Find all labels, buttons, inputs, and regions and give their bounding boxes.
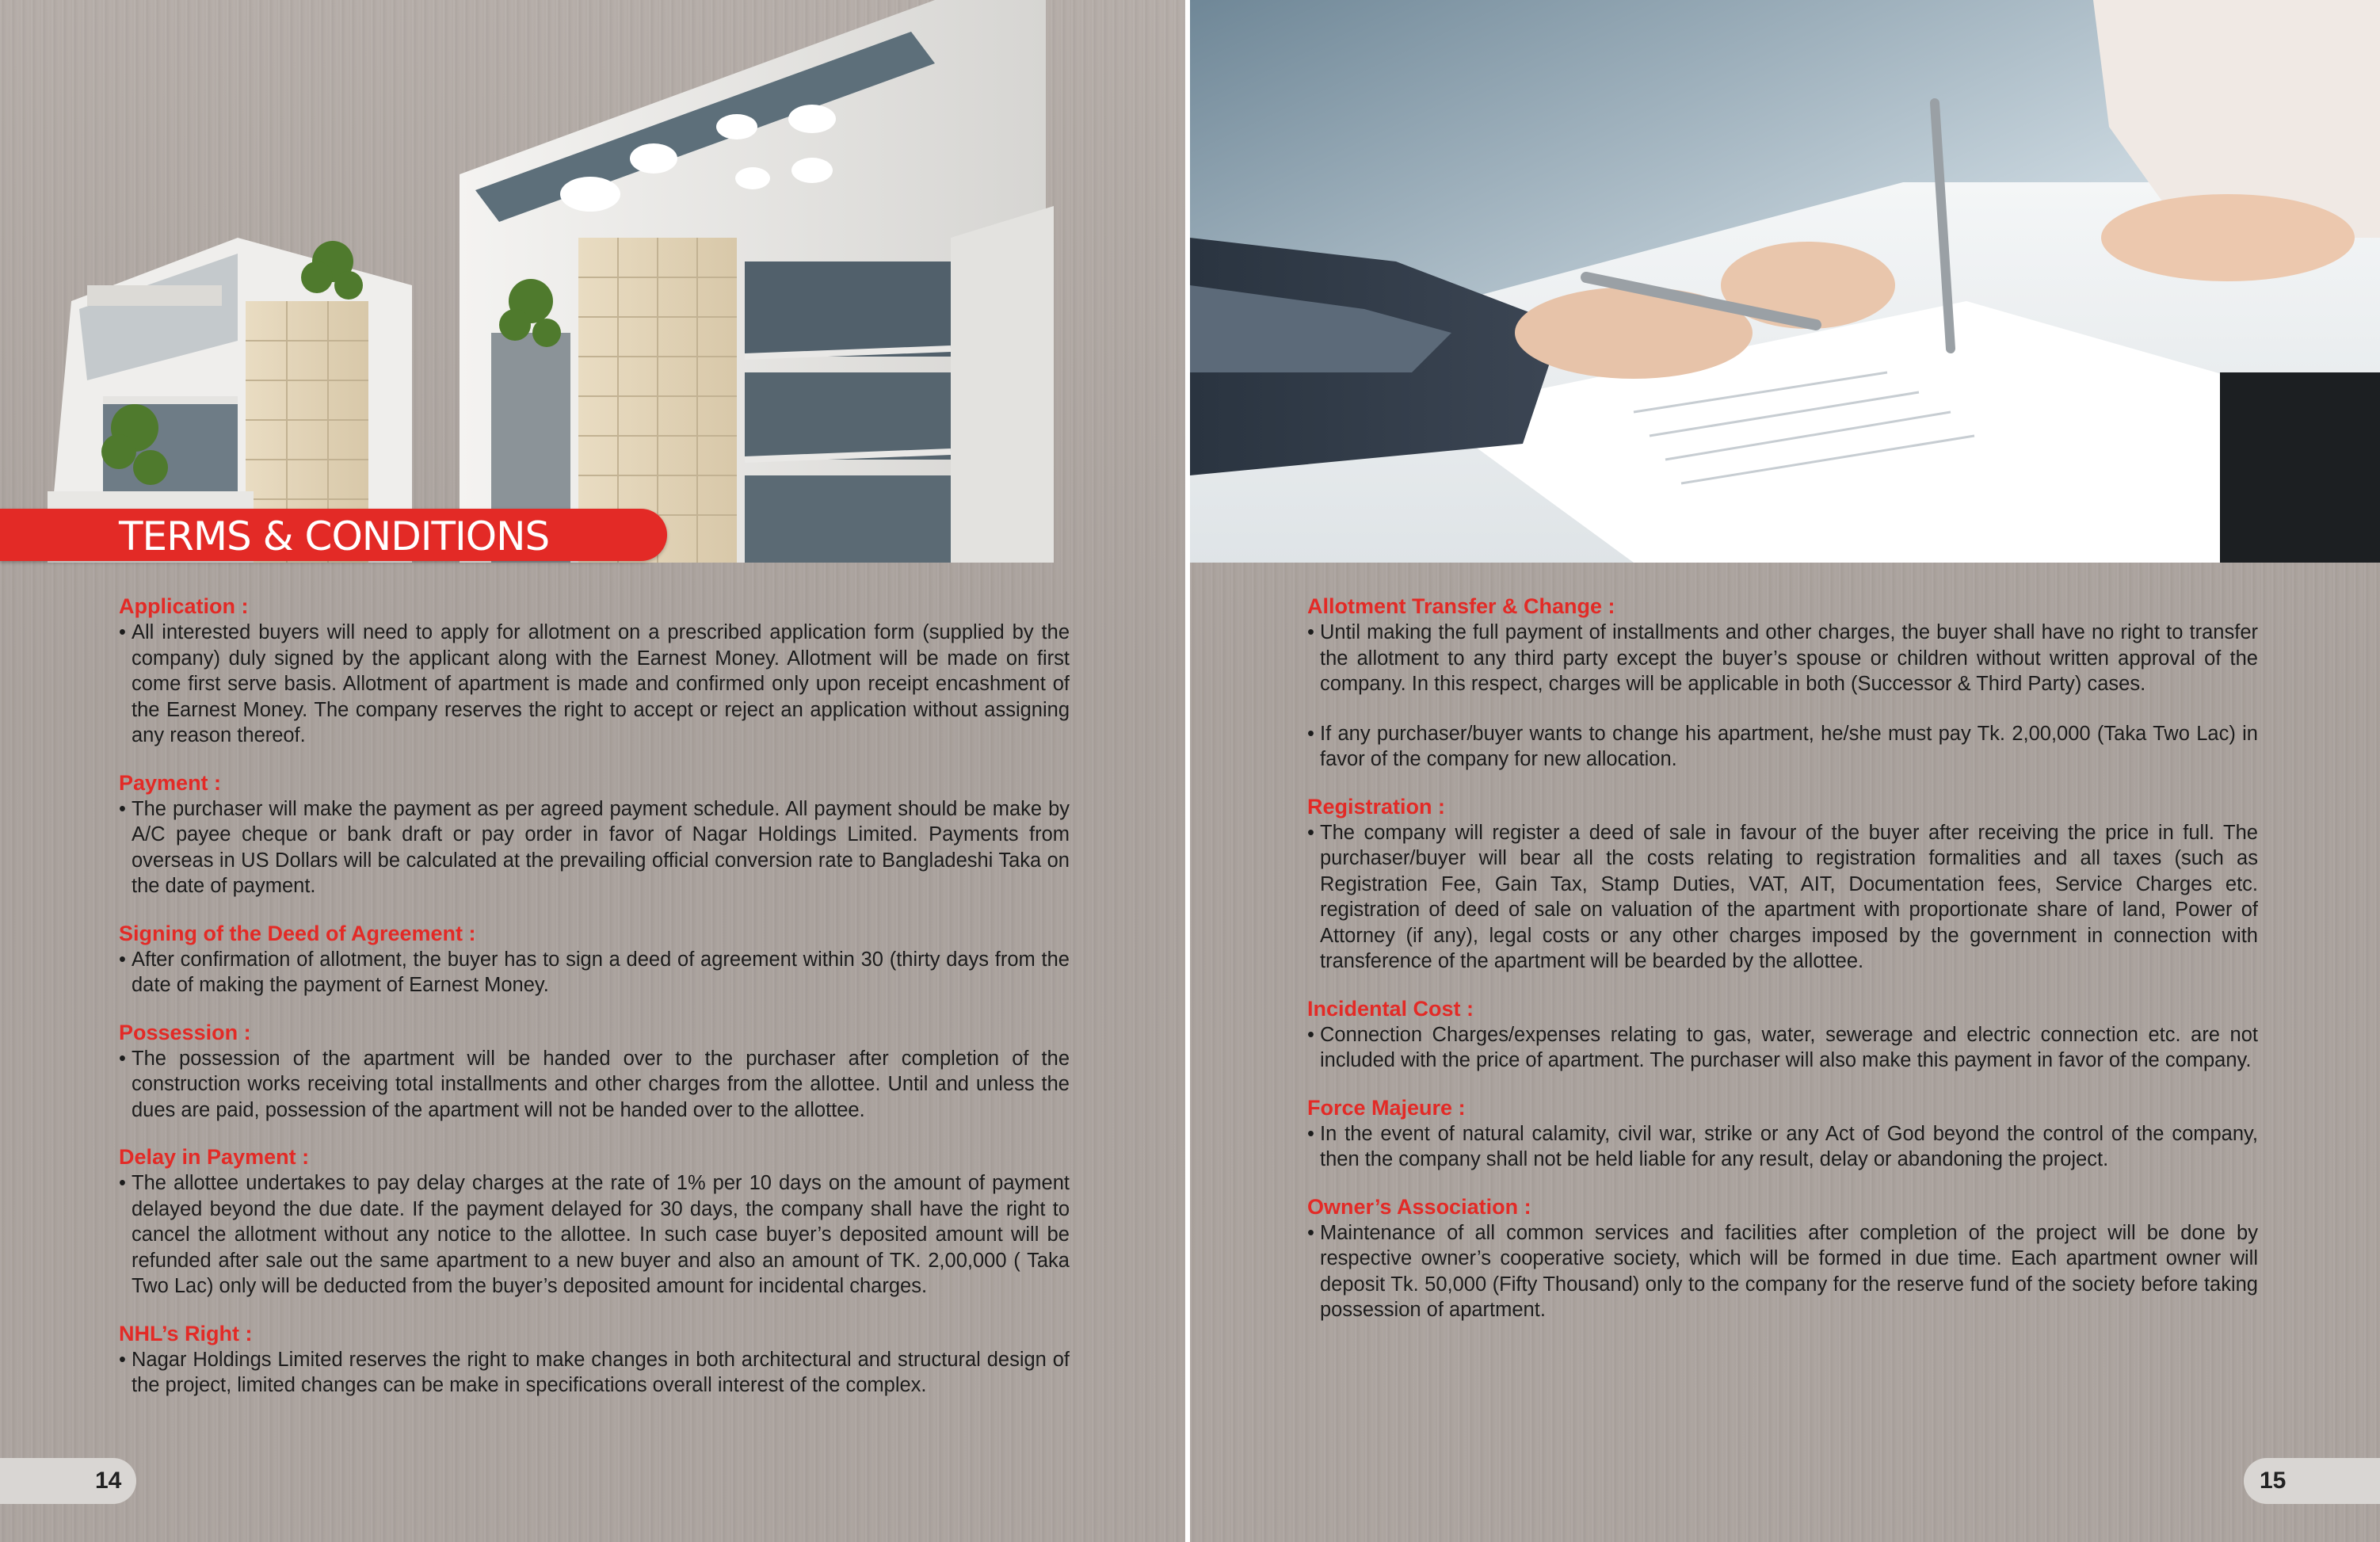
page-number-tab [2244, 1458, 2380, 1504]
paragraph-text: If any purchaser/buyer wants to change his apartment, he/she must pay Tk. 2,00,000 (Taka Two Lac) in favor of the company for new allocation. [1320, 722, 2258, 770]
section-paragraph [119, 947, 1070, 998]
page-number: 15 [2260, 1468, 2287, 1494]
paragraph-text: After confirmation of allotment, the buyer has to sign a deed of agreement within 30 (thirty days from the date of making the payment of Earnest Money. [132, 948, 1070, 996]
bullet: • [119, 1348, 126, 1371]
section-heading: Allotment Transfer & Change : [1307, 594, 1615, 618]
contract-signing-photo [1190, 0, 2380, 563]
section-registration [1307, 793, 2258, 975]
section-incidental-cost [1307, 995, 2258, 1074]
section-heading: Incidental Cost : [1307, 996, 1474, 1021]
right-terms-column [1307, 593, 2258, 1344]
bullet: • [119, 797, 126, 820]
section-heading: Possession : [119, 1020, 251, 1044]
section-heading: Application : [119, 594, 249, 618]
bullet: • [1307, 1221, 1314, 1244]
paragraph-text: Maintenance of all common services and facilities after completion of the project will be done by respective owner’s cooperative society, which will be formed in due time. Each apartment owner will deposit Tk. 50,000 (Fifty Thousand) only to the company for the reserve fund of the society before taking possession of apartment. [1320, 1221, 2258, 1321]
bullet: • [1307, 1023, 1314, 1046]
section-paragraph [1307, 620, 2258, 697]
paragraph-text: All interested buyers will need to apply for allotment on a prescribed application form (supplied by the company) duly signed by the applicant along with the Earnest Money. Allotment will be made on first come first serve basis. Allotment of apartment is made and confirmed only upon receipt encashment of the Earnest Money. The company reserves the right to accept or reject an application without assigning any reason thereof. [132, 621, 1070, 746]
section-heading: Delay in Payment : [119, 1145, 310, 1169]
section-paragraph [119, 796, 1070, 899]
title-ribbon [0, 509, 667, 561]
bullet: • [1307, 621, 1314, 643]
paragraph-gap [1307, 697, 2258, 721]
section-paragraph [119, 1046, 1070, 1124]
section-heading: Force Majeure : [1307, 1095, 1466, 1120]
section-application [119, 593, 1070, 749]
section-heading: Registration : [1307, 794, 1446, 819]
section-heading: Signing of the Deed of Agreement : [119, 921, 476, 945]
section-paragraph [119, 1347, 1070, 1399]
section-paragraph [119, 620, 1070, 749]
paragraph-text: Connection Charges/expenses relating to gas, water, sewerage and electric connection etc. are not included with the price of apartment. The purchaser will also make this payment in favor of the company. [1320, 1023, 2258, 1071]
page-number-tab [0, 1458, 136, 1504]
section-delay-in-payment [119, 1143, 1070, 1300]
bullet: • [119, 1047, 126, 1070]
section-paragraph [119, 1170, 1070, 1300]
left-terms-column [119, 593, 1070, 1419]
bullet: • [119, 1172, 126, 1194]
left-page [0, 0, 1185, 1542]
section-paragraph [1307, 820, 2258, 975]
section-paragraph [1307, 1121, 2258, 1173]
bullet: • [1307, 722, 1314, 745]
section-allotment-transfer [1307, 593, 2258, 773]
paragraph-text: The purchaser will make the payment as per agreed payment schedule. All payment should be make by A/C payee cheque or bank draft or pay order in favor of Nagar Holdings Limited. Payments from overseas in US Dollars will be calculated at the prevailing official conversion rate to Bangladeshi Taka on the date of payment. [132, 797, 1070, 897]
right-page [1190, 0, 2380, 1542]
section-signing-deed [119, 920, 1070, 998]
bullet: • [119, 621, 126, 643]
page-title: TERMS & CONDITIONS [119, 513, 550, 559]
paragraph-text: The allottee undertakes to pay delay charges at the rate of 1% per 10 days on the amount of payment delayed beyond the due date. If the payment delayed for 30 days, the company shall have the right to cancel the allotment without any notice to the allottee. In such case buyer’s deposited amount will be refunded after sale out the same apartment to a new buyer and also an amount of TK. 2,00,000 ( Taka Two Lac) only will be deducted from the buyer’s deposited amount for incidental charges. [132, 1172, 1070, 1297]
paragraph-text: Until making the full payment of installments and other charges, the buyer shall have no right to transfer the allotment to any third party except the buyer’s spouse or children without written approval of the company. In this respect, charges will be applicable in both (Successor & Third Party) cases. [1320, 621, 2258, 695]
section-force-majeure [1307, 1094, 2258, 1173]
section-paragraph [1307, 1022, 2258, 1074]
paragraph-text: The possession of the apartment will be handed over to the purchaser after completion of the construction works receiving total installments and other charges from the allottee. Until and unless the dues are paid, possession of the apartment will not be handed over to the allottee. [132, 1047, 1070, 1121]
section-paragraph [1307, 1220, 2258, 1323]
paragraph-text: The company will register a deed of sale in favour of the buyer after receiving the price in full. The purchaser/buyer will bear all the costs relating to registration formalities and all taxes (such as Registration Fee, Gain Tax, Stamp Duties, VAT, AIT, Documentation fees, Service Charges etc. registration of deed of sale on valuation of the apartment with proportionate share of land, Power of Attorney (if any), legal costs or any other charges imposed by the government in connection with transference of the apartment will be bearded by the allottee. [1320, 821, 2258, 972]
section-nhl-right [119, 1320, 1070, 1399]
section-payment [119, 769, 1070, 899]
section-heading: Owner’s Association : [1307, 1194, 1531, 1219]
page-number: 14 [95, 1468, 122, 1494]
bullet: • [1307, 821, 1314, 844]
bullet: • [1307, 1122, 1314, 1145]
bullet: • [119, 948, 126, 971]
section-heading: NHL’s Right : [119, 1321, 253, 1345]
building-illustration [0, 0, 1185, 563]
section-heading: Payment : [119, 770, 222, 795]
section-owners-association [1307, 1193, 2258, 1323]
paragraph-text: Nagar Holdings Limited reserves the right to make changes in both architectural and structural design of the project, limited changes can be make in specifications overall interest of the complex. [132, 1348, 1070, 1396]
paragraph-text: In the event of natural calamity, civil war, strike or any Act of God beyond the control of the company, then the company shall not be held liable for any result, delay or abandoning the project. [1320, 1122, 2258, 1170]
section-paragraph [1307, 721, 2258, 773]
section-possession [119, 1019, 1070, 1124]
